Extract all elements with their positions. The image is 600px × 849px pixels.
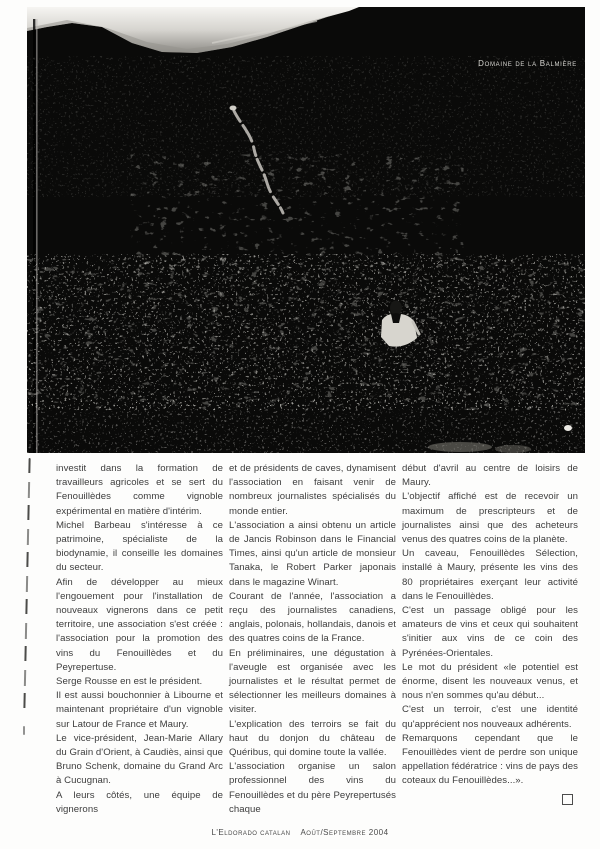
vineyard-photo-art bbox=[27, 7, 585, 453]
magazine-title: L'Eldorado catalan bbox=[211, 828, 291, 837]
paragraph: C'est un terroir, c'est une identité qu'apprécient nos nouveaux adhérents. bbox=[402, 704, 578, 730]
scan-fold-dot bbox=[23, 726, 25, 735]
issue-date: Août/Septembre 2004 bbox=[300, 828, 389, 837]
article-column-3 bbox=[402, 462, 578, 817]
paragraph: L'association organise un salon professionnel des vins du Fenouillèdes et du père Peyrepertusés chaque bbox=[229, 761, 396, 815]
paragraph: Le mot du président «le potentiel est énorme, disent les nouveaux venus, et nous n'en sommes qu'au début... bbox=[402, 661, 578, 702]
paragraph: Courant de l'année, l'association a reçu des journalistes canadiens, anglais, polonais, hollandais, danois et des quatres coins de la France. bbox=[229, 590, 396, 645]
paragraph: Remarquons cependant que le Fenouillèdes vient de perdre son unique appellation fédératrice : vins de pays des coteaux du Fenouillèdes...». bbox=[402, 732, 578, 787]
paragraph: L'objectif affiché est de recevoir un maximum de prescripteurs et de journalistes ainsi que des acheteurs venus des quatres coins de la planète. bbox=[402, 491, 578, 546]
article-columns bbox=[56, 462, 578, 817]
bright-stone bbox=[564, 425, 572, 431]
paragraph: début d'avril au centre de loisirs de Maury. bbox=[402, 463, 578, 489]
paragraph: Le vice-président, Jean-Marie Allary du Grain d'Orient, à Caudiès, ainsi que Bruno Schenk, domaine du Grand Arc à Cucugnan. bbox=[56, 732, 223, 787]
paragraph: et de présidents de caves, dynamisent l'association en faisant venir de nombreux journalistes spécialisés du monde entier. bbox=[229, 463, 396, 517]
paragraph: Serge Rousse en est le président. bbox=[56, 676, 203, 688]
paragraph: En préliminaires, une dégustation à l'aveugle est organisée avec les journalistes et le résultat permet de sélectionner les meilleurs domaines à visiter. bbox=[229, 647, 396, 716]
end-of-article-mark bbox=[562, 794, 573, 805]
paragraph: Un caveau, Fenouillèdes Sélection, installé à Maury, présente les vins des 80 propriétaires exerçant leur activité dans le Fenouillèdes. bbox=[402, 548, 578, 602]
article-column-1 bbox=[56, 462, 223, 817]
paragraph: L'explication des terroirs se fait du haut du donjon du château de Quéribus, qui domine toute la vallée. bbox=[229, 718, 396, 759]
paragraph: C'est un passage obligé pour les amateurs de vins et ceux qui souhaitent s'initier aux vins de ce coin des Pyrénées-Orientales. bbox=[402, 605, 578, 659]
photo-caption: Domaine de la Balmière bbox=[478, 59, 577, 68]
paragraph: Afin de développer au mieux l'engouement pour l'installation de nouveaux vignerons dans ce petit territoire, une association s'est créée : l'association pour la promotion des vins du Fenouillèdes et du Peyrepertuse. bbox=[56, 576, 223, 673]
vineyard-photo bbox=[27, 7, 585, 453]
paragraph: investit dans la formation de travailleurs agricoles et se sert du Fenouillèdes comme vignoble expérimental en matière d'intérim. bbox=[56, 463, 223, 517]
page-footer bbox=[0, 828, 600, 837]
paragraph: L'association a ainsi obtenu un article de Jancis Robinson dans le Financial Times, ainsi qu'un article de monsieur Tanaka, le Robert Parker japonais dans le magazine Winart. bbox=[229, 519, 396, 588]
paragraph: Michel Barbeau s'intéresse à ce patrimoine, spécialiste de la biodynamie, il conseille les domaines du secteur. bbox=[56, 519, 223, 574]
paragraph: Il est aussi bouchonnier à Libourne et maintenant propriétaire d'un vignoble sur Latour de France et Maury. bbox=[56, 690, 223, 730]
article-column-2 bbox=[229, 462, 396, 817]
paragraph: A leurs côtés, une équipe de vignerons bbox=[56, 789, 223, 815]
scan-fold-line bbox=[23, 458, 30, 710]
